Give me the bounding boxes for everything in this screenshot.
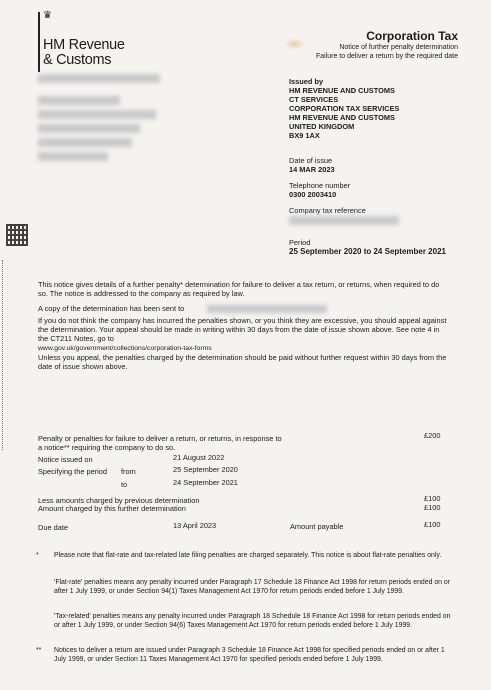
from-value: 25 September 2020 (173, 465, 238, 474)
date-of-issue-label: Date of issue (289, 156, 333, 165)
period-value: 25 September 2020 to 24 September 2021 (289, 247, 446, 256)
amount-charged-label: Amount charged by this further determination (38, 504, 186, 513)
copy-recipient-redacted (207, 305, 327, 313)
less-amounts-value: £100 (424, 494, 441, 503)
note-tax-related-definition: 'Tax-related' penalties means any penalty incurred under Paragraph 18 Schedule 18 Finance Act 1998 for return periods ended on or after 1 July 1999, or under Section 94(6) Taxes Management Act 1970 for return periods ended before 1 July 1999. (54, 613, 451, 629)
from-label: from (121, 467, 136, 476)
note-text: Notices to deliver a return are issued under Paragraph 3 Schedule 18 Finance Act 1998 for specified periods ended on or after 1 July 1999, or under Section 11 Taxes Management Act 1970 for specified periods ended before 1 July 1999. (54, 647, 445, 663)
note-text: Please note that flat-rate and tax-related late filing penalties are charged separately. This notice is about flat-rate penalties only. (54, 552, 442, 559)
note-bullet: ** (36, 647, 42, 654)
recipient-address-redacted (38, 96, 120, 105)
appeal-paragraph (38, 316, 448, 353)
sender-line: HM REVENUE AND CUSTOMS (289, 113, 395, 122)
sender-line: UNITED KINGDOM (289, 122, 355, 131)
recipient-name-redacted (38, 74, 160, 83)
sender-line: CT SERVICES (289, 95, 339, 104)
stain (284, 38, 306, 50)
to-label: to (121, 480, 128, 489)
subtitle-line-2: Failure to deliver a return by the required date (315, 53, 458, 60)
specifying-period-label: Specifying the period (38, 467, 108, 476)
appeal-text: If you do not think the company has incurred the penalties shown, or you think they are excessive, you should appeal against the determination. Your appeal should be made in writing within 30 days from the date of issue shown above. See note 4 in the CT211 Notes, go to (38, 316, 447, 343)
amount-charged-value: £100 (424, 503, 441, 512)
document-title: Corporation Tax (366, 29, 458, 43)
recipient-address-redacted (38, 110, 156, 119)
document-subtitle (316, 43, 458, 61)
to-value: 24 September 2021 (173, 478, 238, 487)
subtitle-line-1: Notice of further penalty determination (339, 44, 458, 51)
date-of-issue-value: 14 MAR 2023 (289, 165, 335, 174)
telephone-value: 0300 2003410 (289, 190, 337, 199)
note-flat-rate-definition: 'Flat-rate' penalties means any penalty incurred under Paragraph 17 Schedule 18 Finance Act 1998 for return periods ended on or after 1 July 1999, or under Section 94(1) Taxes Management Act 1970 for return periods ended before 1 July 1999. (54, 579, 451, 595)
copy-sent-text: A copy of the determination has been sent to (38, 304, 185, 313)
period-label: Period (289, 238, 311, 247)
side-marking (2, 260, 11, 450)
amount-payable-value: £100 (424, 520, 441, 529)
company-tax-reference-redacted (289, 216, 399, 225)
crest-icon: ♛ (38, 12, 50, 72)
penalty-description: Penalty or penalties for failure to deliver a return, or returns, in response to a notice** requiring the company to do so. (38, 434, 282, 452)
recipient-address-redacted (38, 138, 132, 147)
penalty-amount: £200 (424, 431, 441, 440)
telephone-label: Telephone number (289, 181, 351, 190)
notice-issued-value: 21 August 2022 (173, 453, 225, 462)
due-date-label: Due date (38, 523, 68, 532)
logo-line-1: HM Revenue (43, 37, 125, 53)
sender-line: HM REVENUE AND CUSTOMS (289, 86, 395, 95)
intro-paragraph: This notice gives details of a further penalty* determination for failure to deliver a tax return, or returns, when required to do so. The notice is addressed to the company as required by law. (38, 280, 440, 298)
due-date-value: 13 April 2023 (173, 521, 217, 530)
logo-line-2: & Customs (43, 52, 112, 68)
issued-by-label: Issued by (289, 77, 324, 86)
sender-line: CORPORATION TAX SERVICES (289, 104, 400, 113)
company-tax-reference-label: Company tax reference (289, 206, 366, 215)
qr-code (6, 224, 28, 246)
amount-payable-label: Amount payable (290, 522, 344, 531)
hmrc-logo (38, 12, 125, 68)
note-notices (38, 647, 458, 664)
forms-link[interactable]: www.gov.uk/government/collections/corporation-tax-forms (38, 345, 212, 352)
recipient-address-redacted (38, 152, 108, 161)
recipient-address-redacted (38, 124, 140, 133)
note-flat-rate (38, 552, 458, 561)
notice-issued-label: Notice issued on (38, 455, 93, 464)
note-bullet: * (36, 552, 39, 559)
sender-line: BX9 1AX (289, 131, 320, 140)
payment-paragraph: Unless you appeal, the penalties charged by the determination should be paid without further request within 30 days from the date of issue shown above. (38, 353, 447, 371)
less-amounts-label: Less amounts charged by previous determination (38, 496, 200, 505)
